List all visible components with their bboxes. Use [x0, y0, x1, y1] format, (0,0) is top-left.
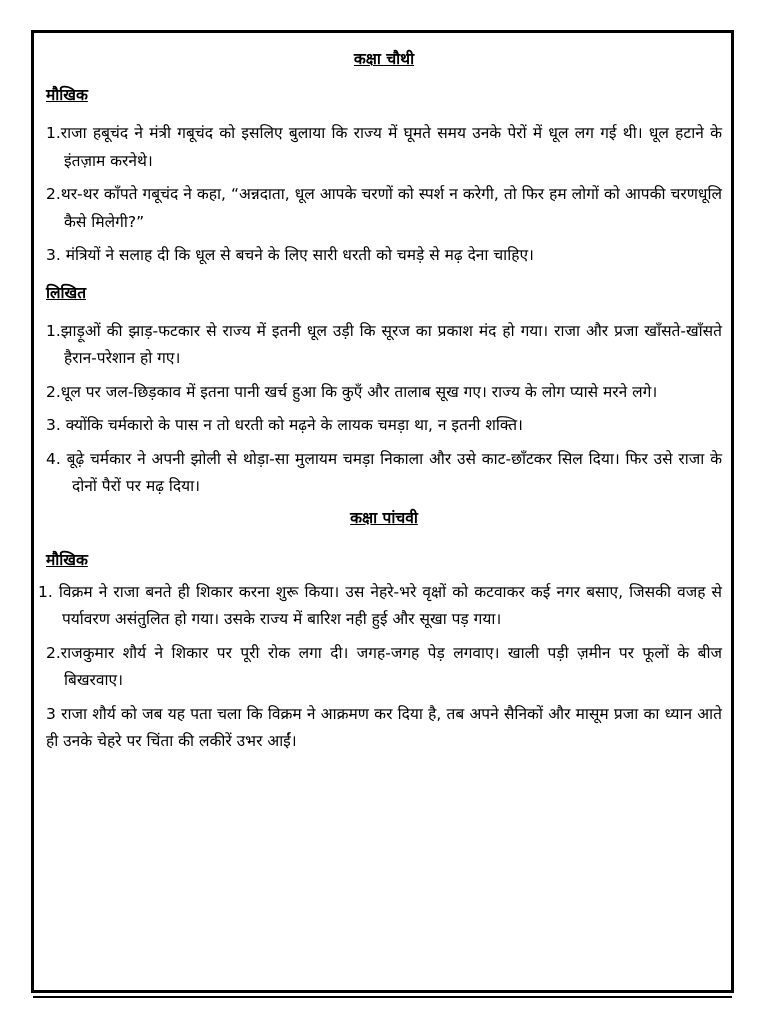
class4-oral-item-3: 3. मंत्रियों ने सलाह दी कि धूल से बचने के लिए सारी धरती को चमड़े से मढ़ देना चाहिए।: [46, 246, 534, 264]
class4-written-item-1: 1.झाड़ूओं की झाड़-फटकार से राज्य में इतनी धूल उड़ी कि सूरज का प्रकाश मंद हो गया। राजा और प्रजा खाँसते-खाँसते हैरान-परेशान हो गए।: [46, 321, 722, 367]
class4-written-item-3: 3. क्योंकि चर्मकारो के पास न तो धरती को मढ़ने के लायक चमड़ा था, न इतनी शक्ति।: [46, 416, 523, 434]
class4-heading: कक्षा चौथी: [353, 50, 415, 68]
class5-oral-title: मौखिक: [46, 550, 88, 569]
class5-oral-item-2: 2.राजकुमार शौर्य ने शिकार पर पूरी रोक लगा दी। जगह-जगह पेड़ लगवाए। खाली पड़ी ज़मीन पर फूलों के बीज बिखरवाए।: [46, 643, 722, 689]
class4-written-title: लिखित: [46, 283, 87, 302]
class4-written-item-4: 4. बूढ़े चर्मकार ने अपनी झोली से थोड़ा-सा मुलायम चमड़ा निकाला और उसे काट-छाँटकर सिल दिया। फिर उसे राजा के दोनों पैरों पर मढ़ दिया।: [46, 449, 722, 495]
class5-heading: कक्षा पांचवी: [350, 508, 418, 527]
document-content: [38, 46, 722, 756]
class4-oral-title: मौखिक: [46, 86, 88, 104]
class4-oral-item-2: 2.थर-थर काँपते गबूचंद ने कहा, “अन्नदाता, धूल आपके चरणों को स्पर्श न करेगी, तो फिर हम लोगों को आपकी चरणधूलि कैसे मिलेगी?”: [46, 185, 722, 231]
class4-written-item-2: 2.धूल पर जल-छिड़काव में इतना पानी खर्च हुआ कि कुएँ और तालाब सूख गए। राज्य के लोग प्यासे मरने लगे।: [46, 382, 658, 401]
class5-oral-item-3: 3 राजा शौर्य को जब यह पता चला कि विक्रम ने आक्रमण कर दिया है, तब अपने सैनिकों और मासूम प्रजा का ध्यान आते ही उनके चेहरे पर चिंता की लकीरें उभर आईं।: [46, 704, 722, 750]
class4-oral-item-1: 1.राजा हबूचंद ने मंत्री गबूचंद को इसलिए बुलाया कि राज्य में घूमते समय उनके पेरों में धूल लग गई थी। धूल हटाने के इंतज़ाम करनेथे।: [46, 124, 722, 170]
class5-oral-item-1: 1. विक्रम ने राजा बनते ही शिकार करना शुरू किया। उस नेहरे-भरे वृक्षों को कटवाकर कई नगर बसाए, जिसकी वजह से पर्यावरण असंतुलित हो गया। उसके राज्य में बारिश नही हुई और सूखा पड़ गया।: [38, 582, 722, 628]
